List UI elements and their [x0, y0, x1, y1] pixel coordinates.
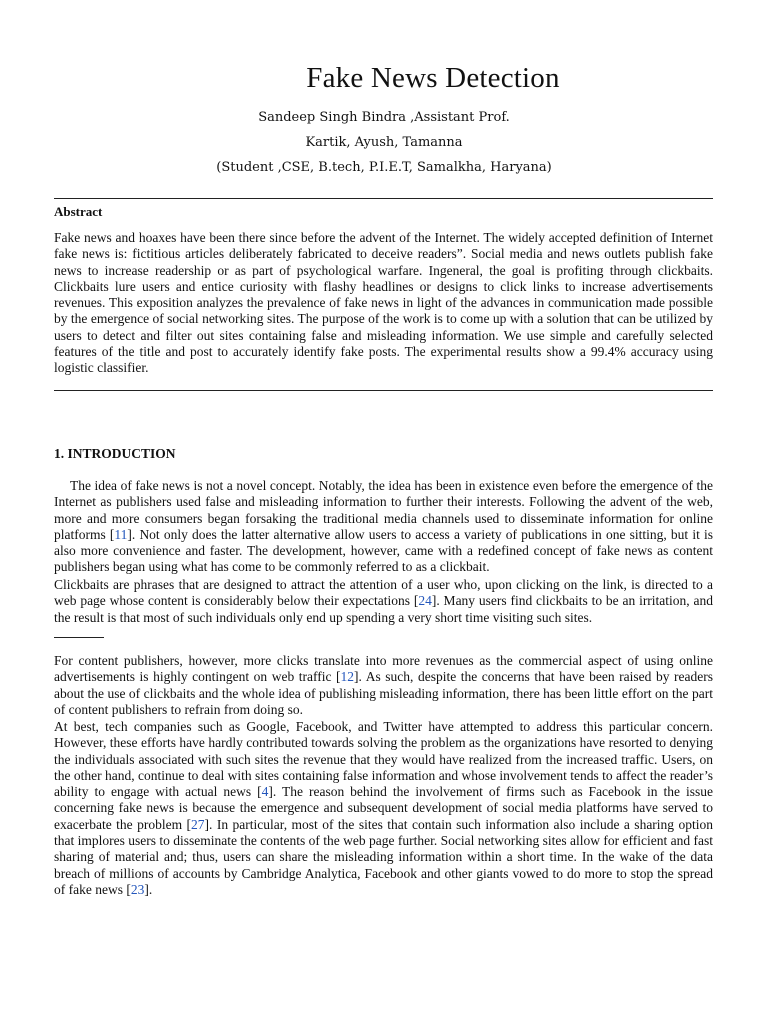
text-run: For content publishers, however, more clicks translate into more revenues as the commercial aspect of using online advertisements is highly contingent on web traffic [	[54, 653, 713, 685]
introduction-heading: 1. INTRODUCTION	[54, 446, 176, 461]
citation-link[interactable]: 4	[261, 784, 269, 800]
text-run: Clickbaits are phrases that are designed to attract the attention of a user who, upon clicking on the link, is directed to a web page whose content is considerably below their expectations [	[54, 577, 713, 609]
citation-link[interactable]: 27	[191, 816, 205, 832]
citation-link[interactable]: 12	[340, 669, 355, 685]
text-run: At best, tech companies such as Google, Facebook, and Twitter have attempted to address this particular concern. However, these efforts have hardly contributed towards solving the problem as the organizations have resorted to denying the individuals associated with such sites the revenue that they would have realized from the increased traffic. Users, on the other hand, continue to deal with sites containing false information and whose involvement tends to affect the reader’s ability to engage with actual news [	[54, 719, 713, 800]
text-run: The idea of fake news is not a novel concept. Notably, the idea has been in existence even before the emergence of the Internet as publishers used false and misleading information to further their interests. Following the advent of the web, more and more consumers began forsaking the traditional media channels used to disseminate information for online platforms [	[54, 478, 713, 542]
abstract-text: Fake news and hoaxes have been there since before the advent of the Internet. The widely accepted definition of Internet fake news is: fictitious articles deliberately fabricated to deceive readers”. Social media and news outlets publish fake news to increase readership or as part of psychological warfare. Ingeneral, the goal is profiting through clickbaits. Clickbaits lure users and entice curiosity with flashy headlines or designs to click links to increase advertisements revenues. This exposition analyzes the prevalence of fake news in light of the advances in communication made possible by the emergence of social networking sites. The purpose of the work is to come up with a solution that can be utilized by users to detect and filter out sites containing false and misleading information. We use simple and carefully selected features of the title and post to accurately identify fake posts. The experimental results show a 99.4% accuracy using logistic classifier.	[54, 230, 713, 376]
intro-paragraph-3	[54, 653, 713, 718]
text-run: ].	[144, 881, 153, 897]
author-affiliation: (Student ,CSE, B.tech, P.I.E.T, Samalkha, Haryana)	[216, 160, 552, 175]
text-run: ]. In particular, most of the sites that contain such information also include a sharing option that implores users to disseminate the contents of the web page further. Social networking sites allow for efficient and fast sharing of material and; thus, users can share the misleading information within a short time. In the wake of the data breach of millions of accounts by Cambridge Analytica, Facebook and other giants vowed to do more to stop the spread of fake news [	[54, 816, 713, 897]
author-line-1: Sandeep Singh Bindra ,Assistant Prof.	[258, 110, 510, 125]
text-run: ]. Not only does the latter alternative allow users to access a variety of publications in one sitting, but it is also more convenience and faster. The development, however, came with a redefined concept of fake news as content publishers began using what has come to be commonly referred to as a clickbait.	[54, 526, 713, 575]
text-run: ]. As such, despite the concerns that have been raised by readers about the use of clickbaits and the whole idea of publishing misleading information, there has been little effort on the part of content publishers to refrain from doing so.	[54, 669, 713, 717]
text-run: ]. Many users find clickbaits to be an irritation, and the result is that most of such individuals only end up spending a very short time visiting such sites.	[54, 593, 713, 625]
abstract-bottom-rule	[54, 390, 713, 391]
footnote-separator	[54, 637, 104, 638]
citation-link[interactable]: 23	[130, 881, 145, 897]
intro-paragraph-1	[54, 478, 713, 576]
citation-link[interactable]: 24	[418, 593, 432, 609]
intro-paragraph-4	[54, 719, 713, 898]
text-run: ]. The reason behind the involvement of firms such as Facebook in the issue concerning fake news is because the emergence and subsequent development of social media platforms have served to exacerbate the problem [	[54, 784, 713, 832]
author-line-2: Kartik, Ayush, Tamanna	[305, 135, 463, 150]
paper-title: Fake News Detection	[306, 62, 560, 94]
intro-paragraph-2	[54, 577, 713, 626]
abstract-top-rule	[54, 198, 713, 199]
abstract-heading: Abstract	[54, 204, 103, 219]
citation-link[interactable]: 11	[114, 526, 128, 542]
